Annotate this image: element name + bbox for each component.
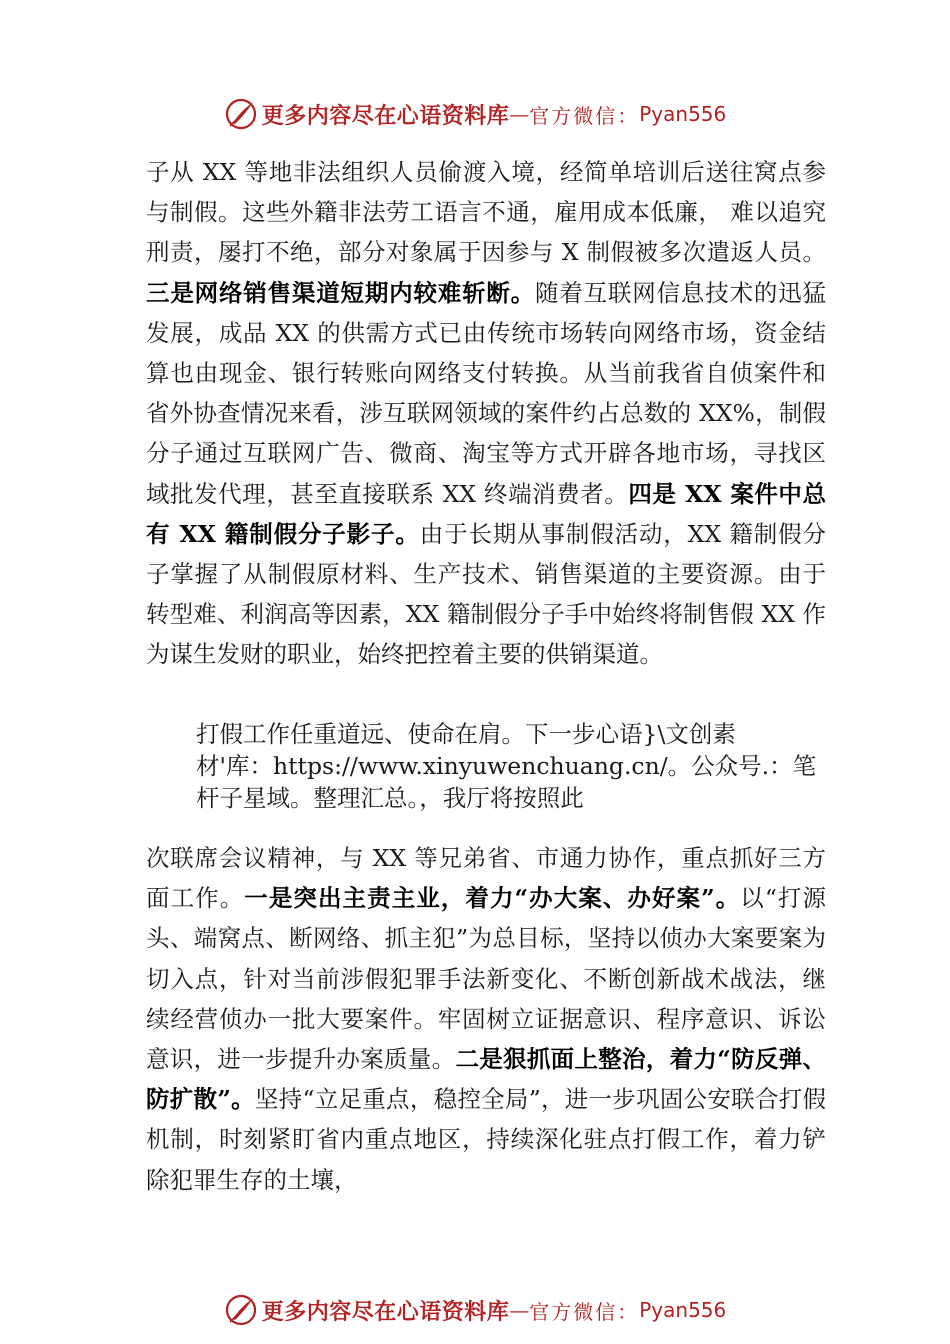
note-line-3: 杆子星域。整理汇总。，我厅将按照此: [196, 784, 584, 812]
bold-heading-point-1: 一是突出主责主业，着力“办大案、办好案”。: [244, 884, 741, 913]
paragraph-text: 次联席会议精神，与 XX 等兄弟省、市通力协作，重点抓好三方面工作。: [146, 844, 826, 913]
bold-heading-point-2: 二是狠抓面上整治，着力“防反弹、防扩散”。: [146, 1045, 826, 1114]
paragraph-text: 随着互联网信息技术的迅猛发展，成品 XX 的供需方式已由传统市场转向网络市场，资金结算也由现金、银行转账向网络支付转换。从当前我省自侦案件和省外协查情况来看，涉互联网领域的案件约占总数的 XX%，制假分子通过互联网广告、微商、淘宝等方式开辟各地市场，寻找区域批发代理，甚至直接联系 XX 终端消费者。: [146, 278, 827, 508]
note-line-1: 打假工作任重道远、使命在肩。下一步心语}\文创素: [196, 720, 736, 748]
banner-title: 更多内容尽在心语资料库: [261, 1298, 510, 1325]
paragraph-text: 由于长期从事制假活动，XX 籍制假分子掌握了从制假原材料、生产技术、销售渠道的主要资源。由于转型难、利润高等因素，XX 籍制假分子手中始终将制售假 XX 作为谋生发财的职业，始终把控着主要的供销渠道。: [146, 519, 826, 669]
quill-circle-logo-icon: [224, 1293, 258, 1327]
page-footer-banner: [0, 1290, 950, 1330]
paragraph-text: 以“打源头、端窝点、断网络、抓主犯”为总目标，坚持以侦办大案要案为切入点，针对当前涉假犯罪手法新变化、不断创新战术战法，继续经营侦办一批大要案件。牢固树立证据意识、程序意识、诉讼意识，进一步提升办案质量。: [146, 884, 827, 1074]
body-paragraph-2: [146, 838, 826, 1200]
banner-official-label: 官方微信：: [529, 103, 640, 128]
banner-dash: —: [509, 102, 530, 126]
body-paragraph-1: [146, 152, 826, 675]
banner-wechat-id: Pyan556: [639, 102, 727, 126]
bold-heading-point-4: 四是 XX 案件中总有 XX 籍制假分子影子。: [146, 479, 826, 548]
paragraph-text: 子从 XX 等地非法组织人员偷渡入境，经简单培训后送往窝点参与制假。这些外籍非法劳工语言不通，雇用成本低廉， 难以追究刑责，屡打不绝，部分对象属于因参与 X 制假被多次遣返人员。: [146, 158, 826, 267]
banner-title: 更多内容尽在心语资料库: [261, 102, 510, 129]
page-header-banner: [0, 94, 950, 134]
paragraph-text: 坚持“立足重点，稳控全局”，进一步巩固公安联合打假机制，时刻紧盯省内重点地区，持续深化驻点打假工作，着力铲除犯罪生存的土壤，: [146, 1085, 826, 1194]
quill-circle-logo-icon: [224, 97, 258, 131]
bold-heading-point-3: 三是网络销售渠道短期内较难斩断。: [146, 278, 536, 307]
note-line-2: 材'库：https://www.xinyuwenchuang.cn/。公众号.：笔: [196, 752, 817, 780]
banner-official-label: 官方微信：: [529, 1299, 640, 1324]
banner-dash: —: [509, 1298, 530, 1322]
inserted-note: [196, 718, 836, 814]
banner-wechat-id: Pyan556: [639, 1298, 727, 1322]
